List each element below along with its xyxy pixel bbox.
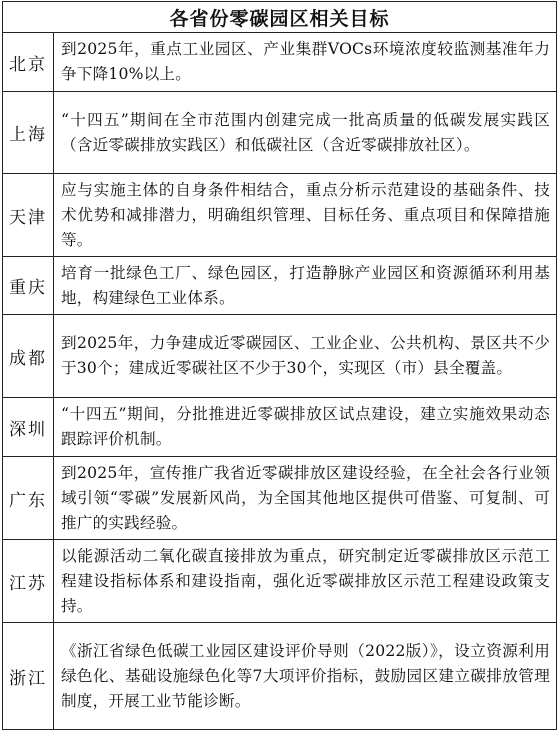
target-cell <box>54 92 556 173</box>
target-cell <box>54 315 556 397</box>
city-cell: 重庆 <box>3 257 54 314</box>
target-text: 应与实施主体的自身条件相结合，重点分析示范建设的基础条件、技术优势和减排潜力，明确组织管理、目标任务、重点项目和保障措施等。 <box>61 180 550 249</box>
target-text: 到2025年，宣传推广我省近零碳排放区建设经验，在全社会各行业领域引领“零碳”发展新风尚，为全国其他地区提供可借鉴、可复制、可推广的实践经验。 <box>61 463 550 532</box>
target-text: 《浙江省绿色低碳工业园区建设评价导则（2022版）》，设立资源利用绿色化、基础设施绿色化等7大项评价指标，鼓励园区建立碳排放管理制度，开展工业节能诊断。 <box>61 641 550 710</box>
target-text: “十四五”期间，分批推进近零碳排放区试点建设，建立实施效果动态跟踪评价机制。 <box>61 405 550 448</box>
city-cell: 广东 <box>3 457 54 539</box>
target-cell <box>54 174 556 256</box>
table-row-jiangsu <box>3 540 556 623</box>
table-row-tianjin <box>3 174 556 257</box>
table-row-shanghai <box>3 92 556 174</box>
target-cell <box>54 540 556 622</box>
target-cell <box>54 33 556 91</box>
table-row-beijing <box>3 33 556 92</box>
target-text: 培育一批绿色工厂、绿色园区，打造静脉产业园区和资源循环利用基地，构建绿色工业体系。 <box>61 263 550 307</box>
target-cell <box>54 257 556 314</box>
city-cell: 浙江 <box>3 623 54 729</box>
table-row-guangdong <box>3 457 556 540</box>
target-cell <box>54 623 556 729</box>
target-text: 到2025年，力争建成近零碳园区、工业企业、公共机构、景区共不少于30个；建成近零碳社区不少于30个，实现区（市）县全覆盖。 <box>61 334 550 377</box>
city-cell: 上海 <box>3 92 54 173</box>
targets-table <box>2 1 557 730</box>
target-cell <box>54 398 556 456</box>
table-row-chengdu <box>3 315 556 398</box>
target-text: 到2025年，重点工业园区、产业集群VOCs环境浓度较监测基准年力争下降10%以上。 <box>61 40 550 83</box>
city-cell: 天津 <box>3 174 54 256</box>
target-text: “十四五”期间在全市范围内创建完成一批高质量的低碳发展实践区（含近零碳排放实践区）和低碳社区（含近零碳排放社区）。 <box>61 110 550 154</box>
city-cell: 成都 <box>3 315 54 397</box>
table-row-zhejiang <box>3 623 556 729</box>
city-cell: 深圳 <box>3 398 54 456</box>
table-title: 各省份零碳园区相关目标 <box>3 2 556 33</box>
table-row-shenzhen <box>3 398 556 457</box>
target-cell <box>54 457 556 539</box>
table-row-chongqing <box>3 257 556 315</box>
city-cell: 北京 <box>3 33 54 91</box>
target-text: 以能源活动二氧化碳直接排放为重点，研究制定近零碳排放区示范工程建设指标体系和建设指南，强化近零碳排放区示范工程建设政策支持。 <box>61 546 550 615</box>
city-cell: 江苏 <box>3 540 54 622</box>
